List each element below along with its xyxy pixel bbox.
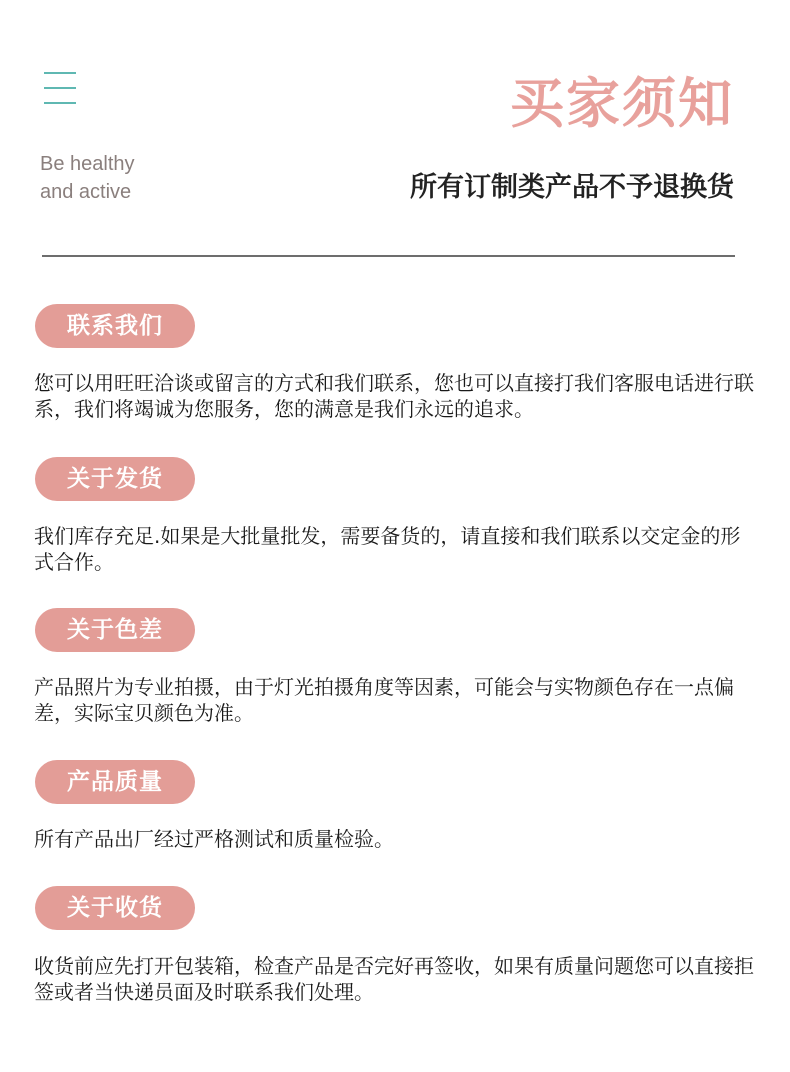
page-subtitle: 所有订制类产品不予退换货 xyxy=(410,172,734,203)
section-heading-shipping: 关于发货 xyxy=(35,457,195,501)
section-body-shipping: 我们库存充足.如果是大批量批发，需要备货的，请直接和我们联系以交定金的形式合作。 xyxy=(34,524,741,574)
slogan-line-1: Be healthy xyxy=(40,153,135,175)
section-heading-receiving: 关于收货 xyxy=(35,886,195,930)
header-divider xyxy=(42,255,735,257)
slogan-line-2: and active xyxy=(40,181,132,203)
section-body-quality: 所有产品出厂经过严格测试和质量检验。 xyxy=(34,827,394,851)
section-heading-contact: 联系我们 xyxy=(35,304,195,348)
menu-icon-bar xyxy=(44,102,76,104)
menu-icon[interactable] xyxy=(44,72,76,106)
page-title: 买家须知 xyxy=(510,72,734,135)
section-body-contact: 您可以用旺旺洽谈或留言的方式和我们联系，您也可以直接打我们客服电话进行联系，我们将竭诚为您服务，您的满意是我们永远的追求。 xyxy=(34,371,754,421)
section-body-color-difference: 产品照片为专业拍摄，由于灯光拍摄角度等因素，可能会与实物颜色存在一点偏差，实际宝贝颜色为准。 xyxy=(34,675,734,725)
menu-icon-bar xyxy=(44,87,76,89)
section-heading-color-difference: 关于色差 xyxy=(35,608,195,652)
section-heading-quality: 产品质量 xyxy=(35,760,195,804)
menu-icon-bar xyxy=(44,72,76,74)
section-body-receiving: 收货前应先打开包装箱，检查产品是否完好再签收，如果有质量问题您可以直接拒签或者当快递员面及时联系我们处理。 xyxy=(34,954,754,1004)
